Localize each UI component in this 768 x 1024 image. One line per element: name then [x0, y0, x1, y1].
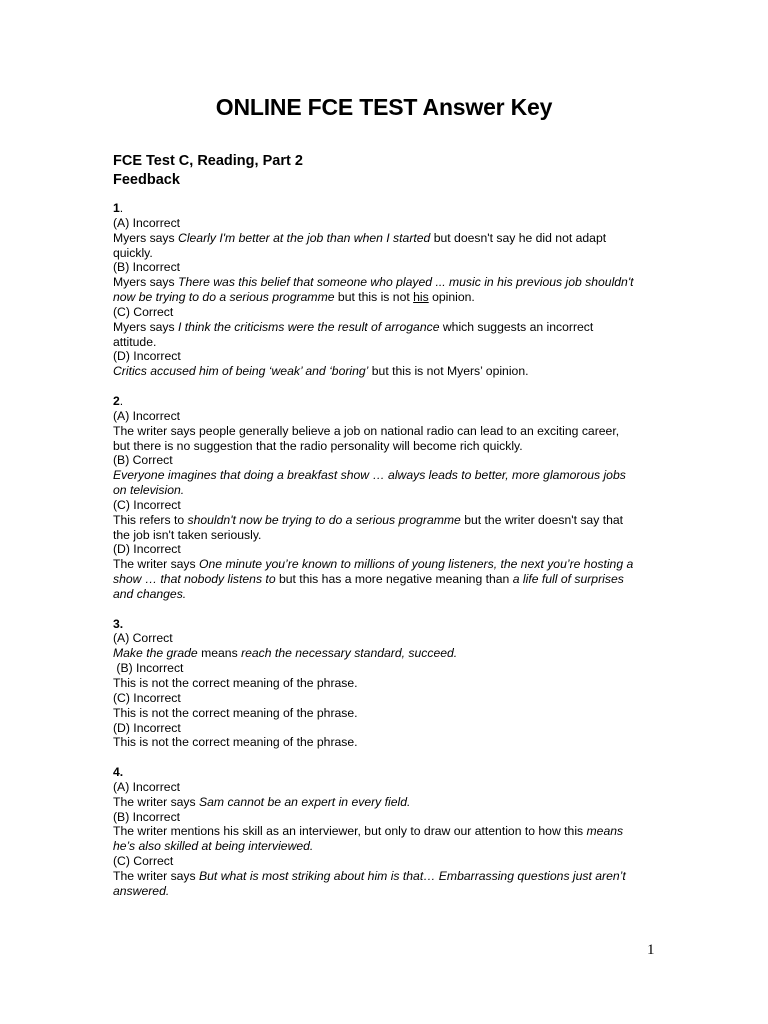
explanation-line	[113, 735, 658, 750]
option-status: (B) Incorrect	[113, 661, 184, 676]
option-status: (D) Incorrect	[113, 542, 181, 557]
explanation-line	[113, 468, 658, 483]
question-block	[113, 617, 658, 751]
quoted-text: reach the necessary standard, succeed.	[241, 646, 458, 661]
explanation-line	[113, 884, 658, 899]
option-status: (A) Correct	[113, 631, 173, 646]
explanation-line	[113, 275, 658, 290]
quoted-text: now be trying to do a serious programme	[113, 290, 335, 305]
explanation-line	[113, 335, 658, 350]
page-title: ONLINE FCE TEST Answer Key	[215, 94, 553, 120]
explanation-line	[113, 795, 658, 810]
explanation-text: but this is not Myers’ opinion.	[368, 364, 529, 379]
explanation-text: the job isn't taken seriously.	[113, 527, 262, 542]
page-number: 1	[647, 942, 655, 958]
option-status: (B) Correct	[113, 453, 173, 468]
explanation-text: but there is no suggestion that the radio personality will become rich quickly.	[113, 438, 523, 453]
quoted-text: a life full of surprises	[512, 572, 624, 587]
explanation-line	[113, 646, 658, 661]
quoted-text: he’s also skilled at being interviewed.	[113, 839, 314, 854]
explanation-line	[113, 290, 658, 305]
option-status: (C) Incorrect	[113, 497, 181, 512]
explanation-line	[113, 424, 658, 439]
explanation-line	[113, 572, 658, 587]
question-number: 4.	[113, 765, 124, 780]
explanation-text: quickly.	[113, 245, 153, 260]
explanation-line	[113, 246, 658, 261]
option-status: (C) Incorrect	[113, 690, 181, 705]
explanation-text: opinion.	[428, 290, 475, 305]
explanation-line	[113, 231, 658, 246]
section-heading	[113, 152, 303, 190]
explanation-line	[113, 439, 658, 454]
quoted-text: One minute you’re known to millions of young listeners, the next you’re hosting a	[199, 557, 634, 572]
explanation-line	[113, 869, 658, 884]
explanation-line	[113, 513, 658, 528]
explanation-text: This is not the correct meaning of the phrase.	[113, 735, 358, 750]
question-number: 3.	[113, 616, 124, 631]
explanation-text: Myers says	[113, 319, 179, 334]
question-block	[113, 394, 658, 602]
quoted-text: But what is most striking about him is that… Embarrassing questions just aren’t	[199, 868, 626, 883]
explanation-text: means	[197, 646, 242, 661]
explanation-text: This refers to	[113, 512, 188, 527]
explanation-text: The writer says people generally believe a job on national radio can lead to an exciting career,	[113, 423, 620, 438]
option-status: (A) Incorrect	[113, 408, 181, 423]
question-number-line	[113, 201, 658, 216]
explanation-line	[113, 839, 658, 854]
option-status: (B) Incorrect	[113, 809, 181, 824]
option-status: (D) Incorrect	[113, 349, 181, 364]
question-number-suffix: .	[119, 393, 124, 408]
question-number: 1	[113, 201, 120, 215]
question-block	[113, 201, 658, 379]
quoted-text: Everyone imagines that doing a breakfast show … always leads to better, more glamorous jobs	[113, 468, 626, 483]
explanation-text: The writer mentions his skill as an interviewer, but only to draw our attention to how this	[113, 824, 587, 839]
explanation-line	[113, 364, 658, 379]
explanation-text: which suggests an incorrect	[439, 319, 594, 334]
quoted-text: and changes.	[113, 586, 187, 601]
explanation-line	[113, 528, 658, 543]
quoted-text: There was this belief that someone who played ... music in his previous job shouldn't	[178, 275, 634, 290]
quoted-text: Sam cannot be an expert in every field.	[199, 794, 411, 809]
option-status: (A) Incorrect	[113, 215, 181, 230]
explanation-text: but the writer doesn't say that	[460, 512, 624, 527]
quoted-text: Make the grade	[113, 646, 198, 661]
quoted-text: show … that nobody listens to	[113, 572, 276, 587]
quoted-text: shouldn't now be trying to do a serious programme	[187, 512, 461, 527]
question-spacer	[113, 750, 658, 765]
question-number: 2	[113, 393, 120, 408]
question-block	[113, 765, 658, 899]
section-subtitle: Feedback	[113, 172, 180, 188]
explanation-text: but this is not	[334, 290, 414, 305]
explanation-text: Myers says	[113, 230, 179, 245]
quoted-text: I think the criticisms were the result of arrogance	[178, 319, 440, 334]
explanation-line	[113, 483, 658, 498]
explanation-text: The writer says	[113, 557, 200, 572]
option-status: (D) Incorrect	[113, 720, 181, 735]
explanation-text: The writer says	[113, 868, 200, 883]
explanation-line	[113, 706, 658, 721]
question-number-line	[113, 617, 658, 632]
explanation-line	[113, 557, 658, 572]
quoted-text: Critics accused him of being ‘weak’ and ‘boring’	[113, 364, 369, 379]
option-status: (B) Incorrect	[113, 260, 181, 275]
quoted-text: means	[586, 824, 624, 839]
explanation-line	[113, 320, 658, 335]
explanation-line	[113, 587, 658, 602]
explanation-text: The writer says	[113, 794, 200, 809]
explanation-text: but doesn't say he did not adapt	[430, 230, 607, 245]
question-number-line	[113, 765, 658, 780]
quoted-text: Clearly I'm better at the job than when I started	[178, 230, 431, 245]
question-number-line	[113, 394, 658, 409]
explanation-text: but this has a more negative meaning than	[275, 572, 513, 587]
explanation-line	[113, 824, 658, 839]
explanation-text: This is not the correct meaning of the phrase.	[113, 676, 358, 690]
answer-feedback-list	[113, 201, 658, 899]
question-number-suffix: .	[119, 201, 124, 215]
option-status: (C) Correct	[113, 304, 174, 319]
question-spacer	[113, 602, 658, 617]
explanation-line	[113, 676, 658, 691]
underlined-text: his	[413, 290, 429, 305]
question-spacer	[113, 379, 658, 394]
option-status: (C) Correct	[113, 854, 174, 869]
quoted-text: on television.	[113, 483, 185, 498]
section-title: FCE Test C, Reading, Part 2	[113, 153, 303, 169]
quoted-text: answered.	[113, 883, 170, 898]
explanation-text: attitude.	[113, 334, 157, 349]
option-status: (A) Incorrect	[113, 779, 181, 794]
explanation-text: Myers says	[113, 275, 179, 290]
explanation-text: This is not the correct meaning of the phrase.	[113, 705, 358, 720]
